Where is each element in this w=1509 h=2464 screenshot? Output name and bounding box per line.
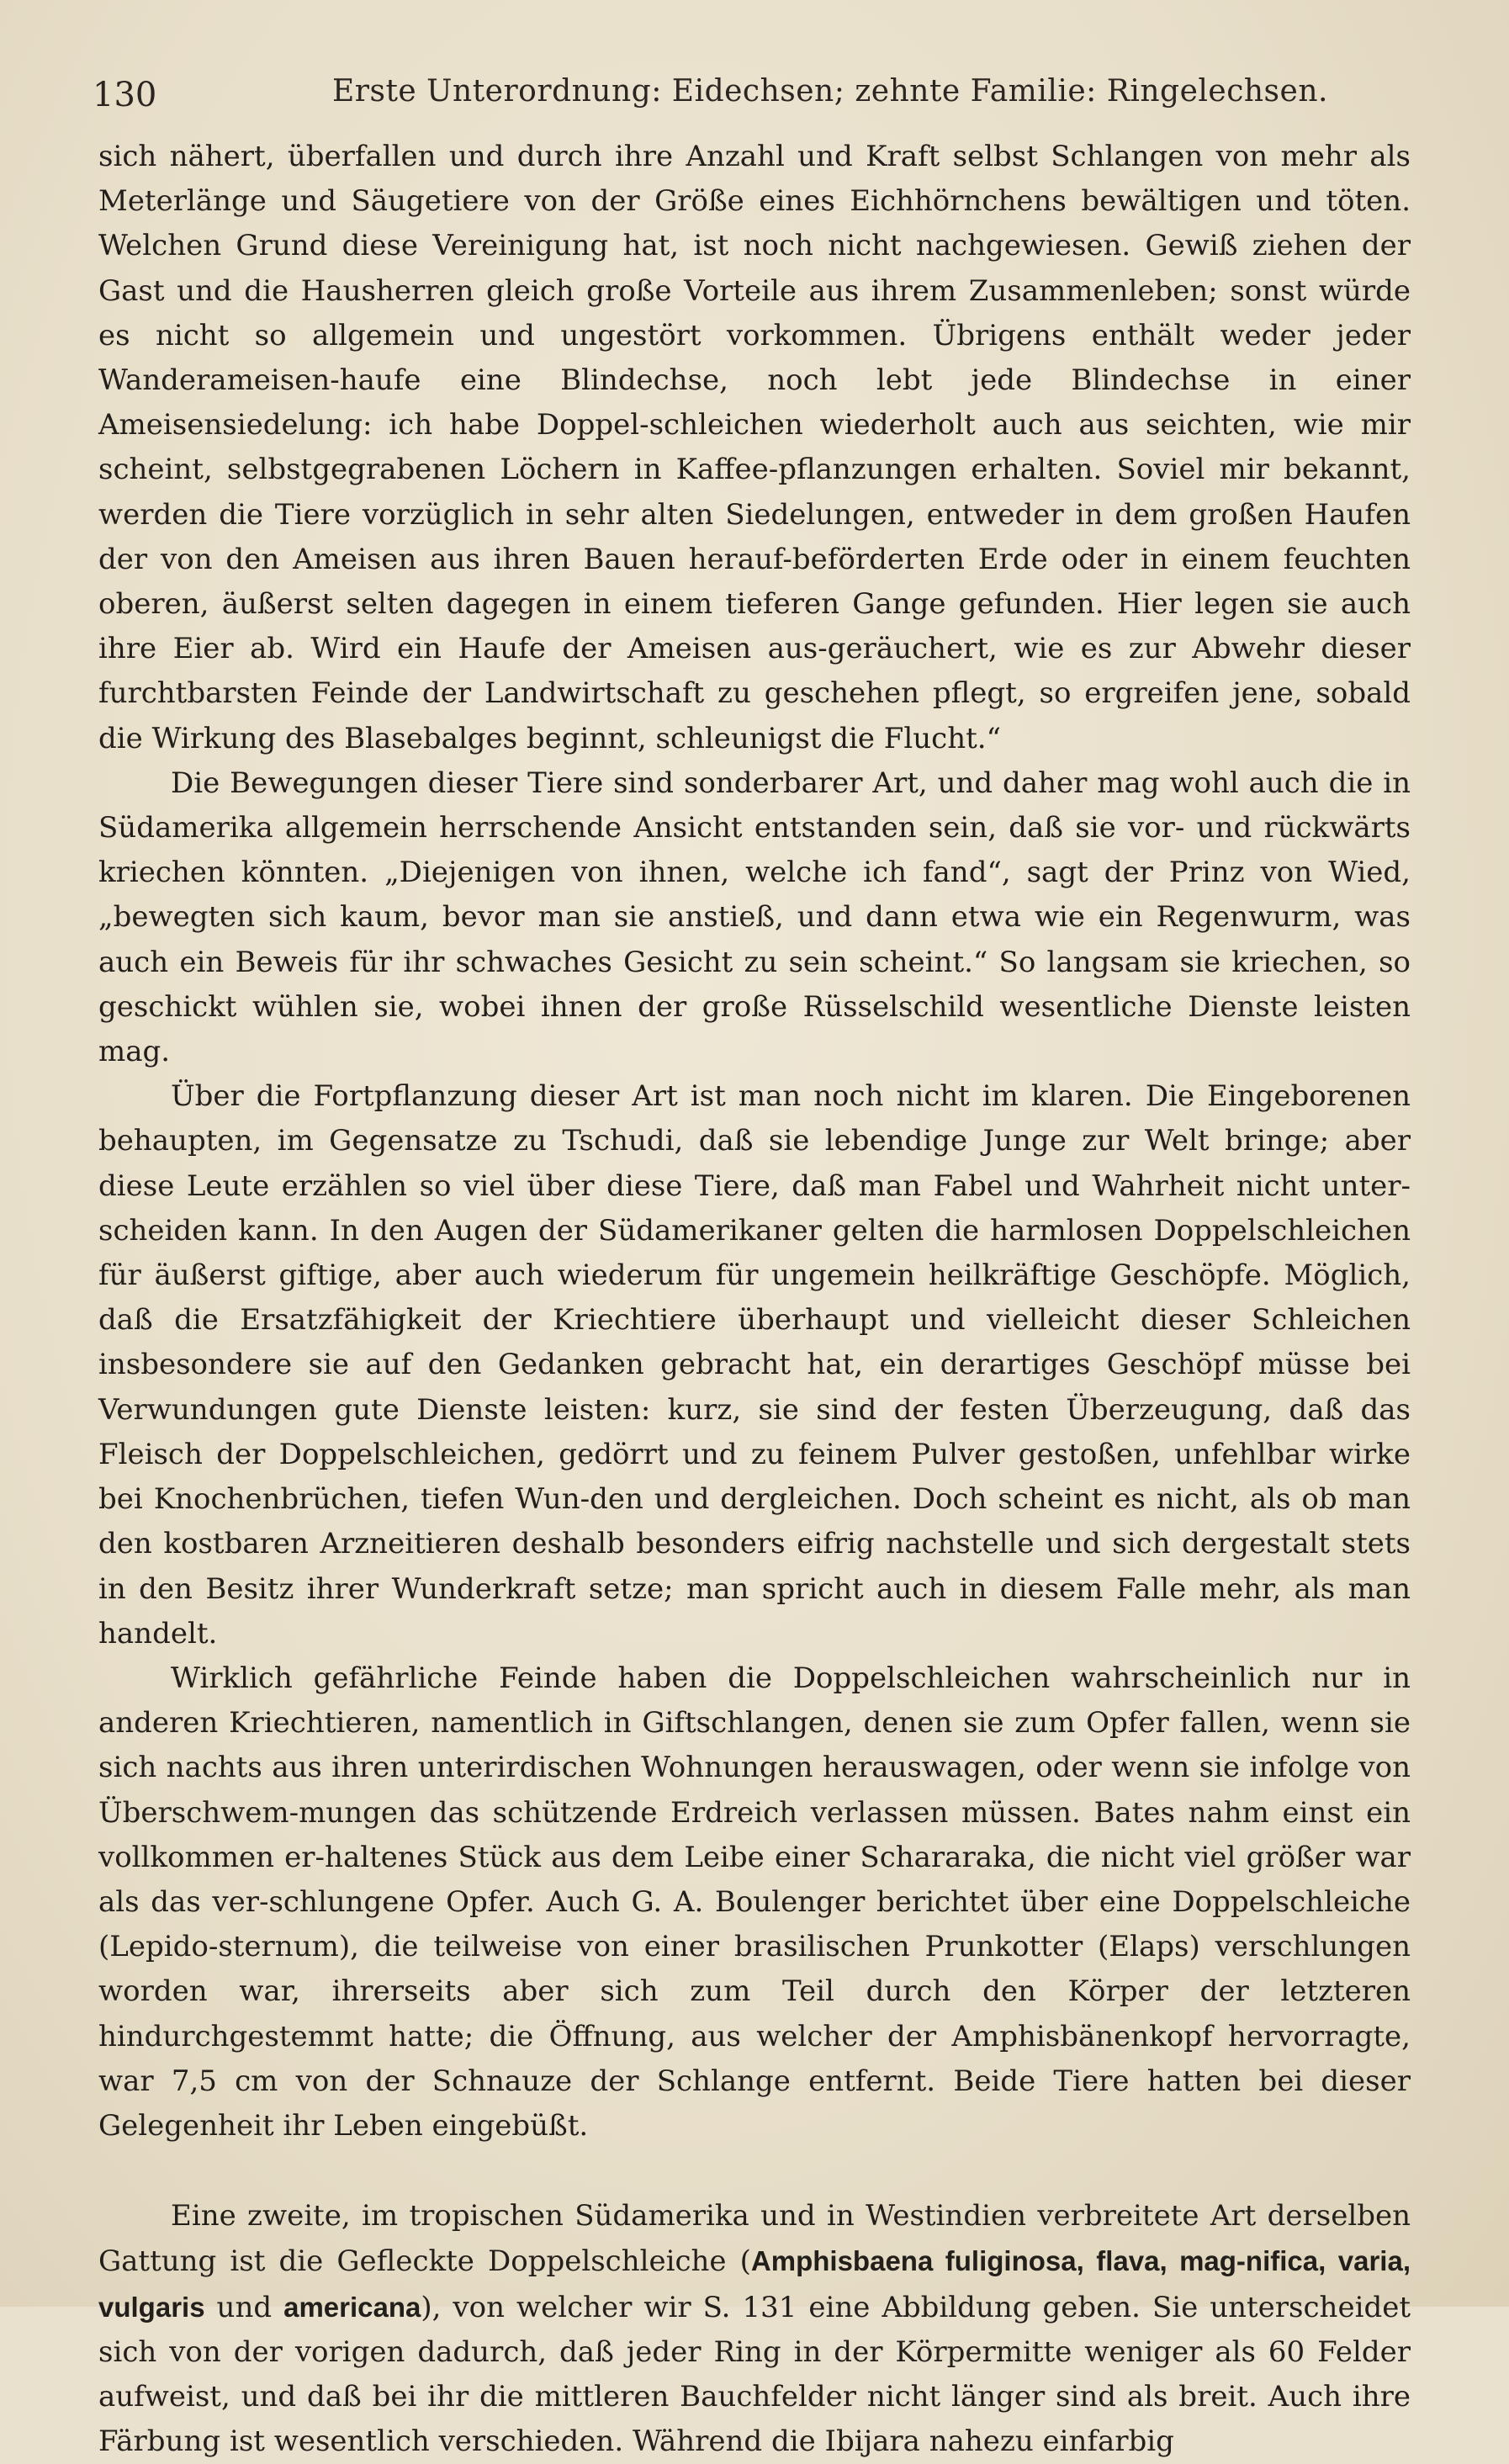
page-number: 130 (93, 76, 157, 114)
body-text (98, 135, 1411, 2464)
page-header (93, 66, 1413, 116)
paragraph-5-text-after: ), von welcher wir S. 131 eine Abbildung geben. Sie unterscheidet sich von der vorigen dadurch, daß jeder Ring in der Körpermitte weniger als 60 Felder aufweist, und daß bei ihr die mittleren Bauchfelder nicht länger sind als breit. Auch ihre Färbung ist wesentlich verschieden. Während die Ibijara nahezu einfarbig (98, 2290, 1411, 2459)
paragraph-5-text-mid: und (204, 2290, 284, 2324)
paragraph-4: Wirklich gefährliche Feinde haben die Doppelschleichen wahrscheinlich nur in anderen Kriechtieren, namentlich in Giftschlangen, denen sie zum Opfer fallen, wenn sie sich nachts aus ihren unterirdischen Wohnungen herauswagen, oder wenn sie infolge von Überschwem-mungen das schützende Erdreich verlassen müssen. Bates nahm einst ein vollkommen er-haltenes Stück aus dem Leibe einer Schararaka, die nicht viel größer war als das ver-schlungene Opfer. Auch G. A. Boulenger berichtet über eine Doppelschleiche (Lepido-sternum), die teilweise von einer brasilischen Prunkotter (Elaps) verschlungen worden war, ihrerseits aber sich zum Teil durch den Körper der letzteren hindurchgestemmt hatte; die Öffnung, aus welcher der Amphisbänenkopf hervorragte, war 7,5 cm von der Schnauze der Schlange entfernt. Beide Tiere hatten bei dieser Gelegenheit ihr Leben eingebüßt. (98, 1661, 1411, 2143)
paragraph-5 (98, 2194, 1411, 2464)
section-gap (98, 2149, 1411, 2194)
paragraph-1: sich nähert, überfallen und durch ihre Anzahl und Kraft selbst Schlangen von mehr als Meterlänge und Säugetiere von der Größe eines Eichhörnchens bewältigen und töten. Welchen Grund diese Vereinigung hat, ist noch nicht nachgewiesen. Gewiß ziehen der Gast und die Hausherren gleich große Vorteile aus ihrem Zusammenleben; sonst würde es nicht so allgemein und ungestört vorkommen. Übrigens enthält weder jeder Wanderameisen-haufe eine Blindechse, noch lebt jede Blindechse in einer Ameisensiedelung: ich habe Doppel-schleichen wiederholt auch aus seichten, wie mir scheint, selbstgegrabenen Löchern in Kaffee-pflanzungen erhalten. Soviel mir bekannt, werden die Tiere vorzüglich in sehr alten Siedelungen, entweder in dem großen Haufen der von den Ameisen aus ihren Bauen herauf-beförderten Erde oder in einem feuchten oberen, äußerst selten dagegen in einem tieferen Gange gefunden. Hier legen sie auch ihre Eier ab. Wird ein Haufe der Ameisen aus-geräuchert, wie es zur Abwehr dieser furchtbarsten Feinde der Landwirtschaft zu geschehen pflegt, so ergreifen jene, sobald die Wirkung des Blasebalges beginnt, schleunigst die Flucht.“ (98, 140, 1411, 755)
running-head: Erste Unterordnung: Eidechsen; zehnte Familie: Ringelechsen. (332, 74, 1328, 109)
scientific-names: Amphisbaena fuliginosa, flava, mag-nifica, varia, vulgaris (98, 2245, 1411, 2323)
paragraph-2: Die Bewegungen dieser Tiere sind sonderbarer Art, und daher mag wohl auch die in Südamerika allgemein herrschende Ansicht entstanden sein, daß sie vor- und rückwärts kriechen könnten. „Diejenigen von ihnen, welche ich fand“, sagt der Prinz von Wied, „bewegten sich kaum, bevor man sie anstieß, und dann etwa wie ein Regenwurm, was auch ein Beweis für ihr schwaches Gesicht zu sein scheint.“ So langsam sie kriechen, so geschickt wühlen sie, wobei ihnen der große Rüsselschild wesentliche Dienste leisten mag. (98, 766, 1411, 1069)
paragraph-5-text-before: Eine zweite, im tropischen Südamerika und in Westindien verbreitete Art derselben Gattung ist die Gefleckte Doppelschleiche ( (98, 2199, 1411, 2279)
paragraph-3: Über die Fortpflanzung dieser Art ist man noch nicht im klaren. Die Eingeborenen behaupten, im Gegensatze zu Tschudi, daß sie lebendige Junge zur Welt bringe; aber diese Leute erzählen so viel über diese Tiere, daß man Fabel und Wahrheit nicht unter-scheiden kann. In den Augen der Südamerikaner gelten die harmlosen Doppelschleichen für äußerst giftige, aber auch wiederum für ungemein heilkräftige Geschöpfe. Möglich, daß die Ersatzfähigkeit der Kriechtiere überhaupt und vielleicht dieser Schleichen insbesondere sie auf den Gedanken gebracht hat, ein derartiges Geschöpf müsse bei Verwundungen gute Dienste leisten: kurz, sie sind der festen Überzeugung, daß das Fleisch der Doppelschleichen, gedörrt und zu feinem Pulver gestoßen, unfehlbar wirke bei Knochenbrüchen, tiefen Wun-den und dergleichen. Doch scheint es nicht, als ob man den kostbaren Arzneitieren deshalb besonders eifrig nachstelle und sich dergestalt stets in den Besitz ihrer Wunderkraft setze; man spricht auch in diesem Falle mehr, als man handelt. (98, 1079, 1411, 1651)
scientific-name-americana: americana (283, 2291, 421, 2323)
